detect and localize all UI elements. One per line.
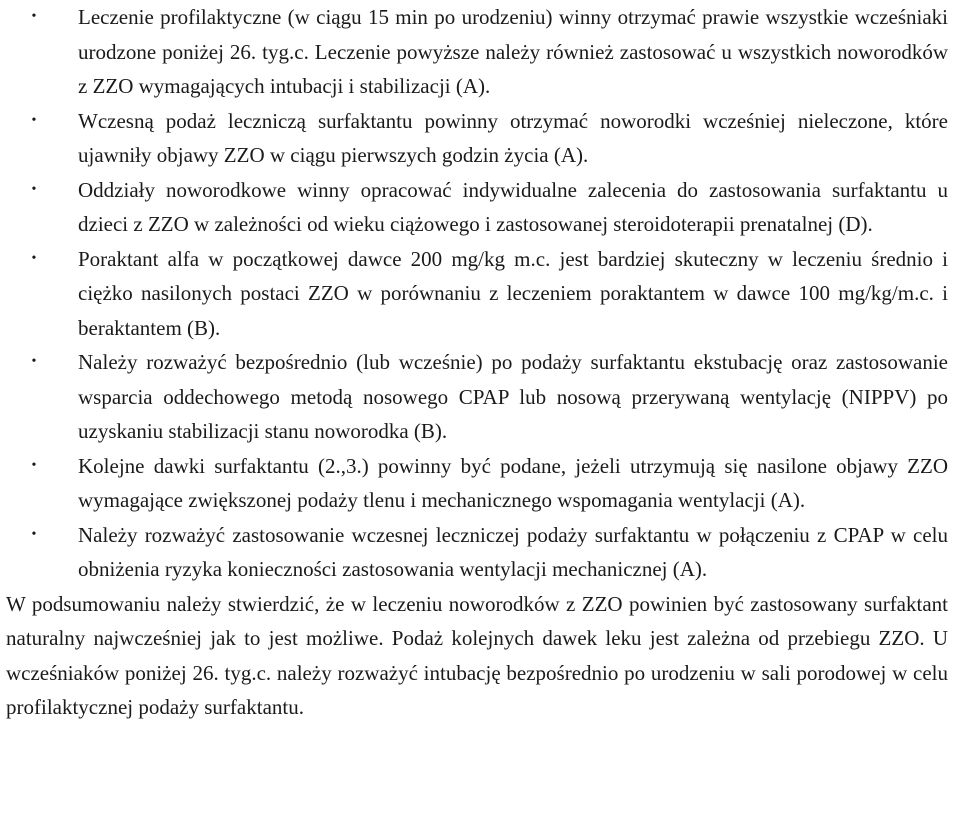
list-item [12, 242, 948, 346]
list-item-text: Oddziały noworodkowe winny opracować indywidualne zalecenia do zastosowania surfaktantu u dzieci z ZZO w zależności od wieku ciążowego i zastosowanej steroidoterapii prenatalnej (D). [78, 177, 948, 236]
bullet-icon: • [31, 112, 37, 128]
bullet-icon: • [31, 354, 37, 369]
list-item [12, 104, 948, 173]
list-item [12, 518, 948, 587]
bullet-icon: • [31, 457, 37, 473]
list-item [12, 449, 948, 518]
list-item-text: Kolejne dawki surfaktantu (2.,3.) powinny być podane, jeżeli utrzymują się nasilone objawy ZZO wymagające zwiększonej podaży tlenu i mechanicznego wspomagania wentylacji (A). [78, 453, 948, 512]
bullet-icon: • [31, 181, 37, 197]
recommendations-list [12, 0, 948, 587]
list-item [12, 345, 948, 449]
bullet-icon: • [31, 526, 37, 542]
bullet-icon: • [31, 250, 37, 266]
list-item-text: Należy rozważyć bezpośrednio (lub wcześnie) po podaży surfaktantu ekstubację oraz zastosowanie wsparcia oddechowego metodą nosowego CPAP lub nosową przerywaną wentylację (NIPPV) po uzyskaniu stabilizacji stanu noworodka (B). [78, 350, 948, 443]
list-item [12, 0, 948, 104]
list-item-text: Wczesną podaż leczniczą surfaktantu powinny otrzymać noworodki wcześniej nieleczone, które ujawniły objawy ZZO w ciągu pierwszych godzin życia (A). [78, 108, 948, 167]
list-item [12, 173, 948, 242]
summary-paragraph: W podsumowaniu należy stwierdzić, że w leczeniu noworodków z ZZO powinien być zastosowany surfaktant naturalny najwcześniej jak to jest możliwe. Podaż kolejnych dawek leku jest zależna od przebiegu ZZO. U wcześniaków poniżej 26. tyg.c. należy rozważyć intubację bezpośrednio po urodzeniu w sali porodowej w celu profilaktycznej podaży surfaktantu. [6, 591, 948, 719]
bullet-icon: • [31, 9, 37, 24]
list-item-text: Leczenie profilaktyczne (w ciągu 15 min po urodzeniu) winny otrzymać prawie wszystkie wcześniaki urodzone poniżej 26. tyg.c. Leczenie powyższe należy również zastosować u wszystkich noworodków z ZZO wymagających intubacji i stabilizacji (A). [78, 5, 948, 98]
list-item-text: Należy rozważyć zastosowanie wczesnej leczniczej podaży surfaktantu w połączeniu z CPAP w celu obniżenia ryzyka konieczności zastosowania wentylacji mechanicznej (A). [78, 522, 948, 581]
list-item-text: Poraktant alfa w początkowej dawce 200 mg/kg m.c. jest bardziej skuteczny w leczeniu średnio i ciężko nasilonych postaci ZZO w porównaniu z leczeniem poraktantem w dawce 100 mg/kg/m.c. i beraktantem (B). [78, 246, 948, 340]
